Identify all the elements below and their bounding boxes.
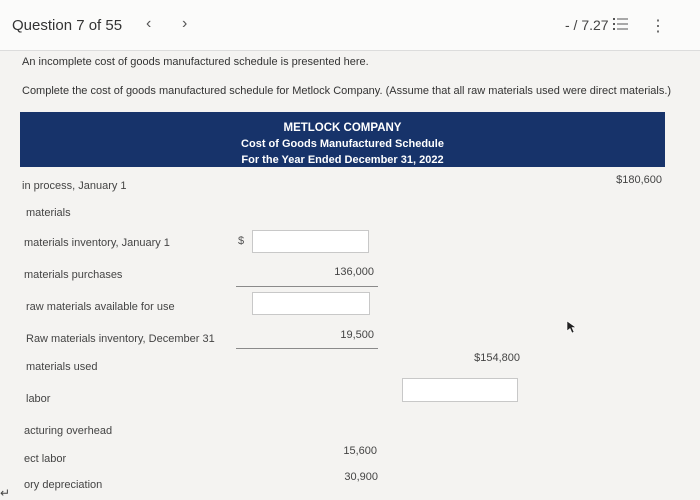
top-bar bbox=[0, 0, 700, 51]
subtotal-rule bbox=[236, 286, 378, 287]
chevron-right-icon[interactable]: › bbox=[182, 15, 188, 32]
wip-jan1-value: $180,600 bbox=[616, 174, 662, 186]
rm-available-input[interactable] bbox=[252, 292, 370, 315]
schedule-period: For the Year Ended December 31, 2022 bbox=[241, 154, 444, 166]
rm-available-label: raw materials available for use bbox=[26, 301, 175, 313]
dollar-sign: $ bbox=[238, 235, 245, 247]
materials-used-label: materials used bbox=[26, 361, 98, 373]
subtotal-rule bbox=[236, 348, 378, 349]
return-arrow-icon: ↵ bbox=[0, 486, 11, 500]
wip-jan1-label: in process, January 1 bbox=[22, 180, 127, 192]
indirect-labor-label: ect labor bbox=[24, 453, 67, 465]
mfg-overhead-label: acturing overhead bbox=[24, 425, 113, 437]
score-display: - / 7.27 bbox=[565, 17, 609, 33]
rm-purchases-value: 136,000 bbox=[334, 266, 374, 278]
more-vertical-icon[interactable]: ⋮ bbox=[650, 18, 666, 35]
company-name: METLOCK COMPANY bbox=[283, 122, 402, 134]
rm-purchases-label: materials purchases bbox=[24, 269, 123, 281]
indirect-labor-value: 15,600 bbox=[343, 445, 377, 457]
direct-labor-label: labor bbox=[26, 393, 51, 405]
mouse-cursor-icon bbox=[566, 320, 578, 334]
direct-labor-input[interactable] bbox=[402, 378, 518, 402]
rm-inventory-jan1-input[interactable] bbox=[252, 230, 369, 253]
instruction-line-2: Complete the cost of goods manufactured schedule for Metlock Company. (Assume that all raw materials used were direct materials.) bbox=[22, 85, 672, 97]
materials-used-value: $154,800 bbox=[474, 352, 520, 364]
list-icon[interactable] bbox=[612, 15, 630, 33]
factory-depreciation-value: 30,900 bbox=[344, 471, 378, 483]
rm-inventory-jan1-label: materials inventory, January 1 bbox=[24, 237, 170, 249]
question-counter: Question 7 of 55 bbox=[12, 17, 123, 34]
schedule-title: Cost of Goods Manufactured Schedule bbox=[241, 138, 444, 150]
instruction-line-1: An incomplete cost of goods manufactured schedule is presented here. bbox=[22, 56, 369, 68]
schedule-header bbox=[20, 112, 665, 167]
rm-inventory-dec31-value: 19,500 bbox=[340, 329, 374, 341]
factory-depreciation-label: ory depreciation bbox=[24, 479, 103, 491]
direct-materials-label: materials bbox=[26, 207, 71, 219]
chevron-left-icon[interactable]: ‹ bbox=[146, 15, 152, 32]
rm-inventory-dec31-label: Raw materials inventory, December 31 bbox=[26, 333, 215, 345]
